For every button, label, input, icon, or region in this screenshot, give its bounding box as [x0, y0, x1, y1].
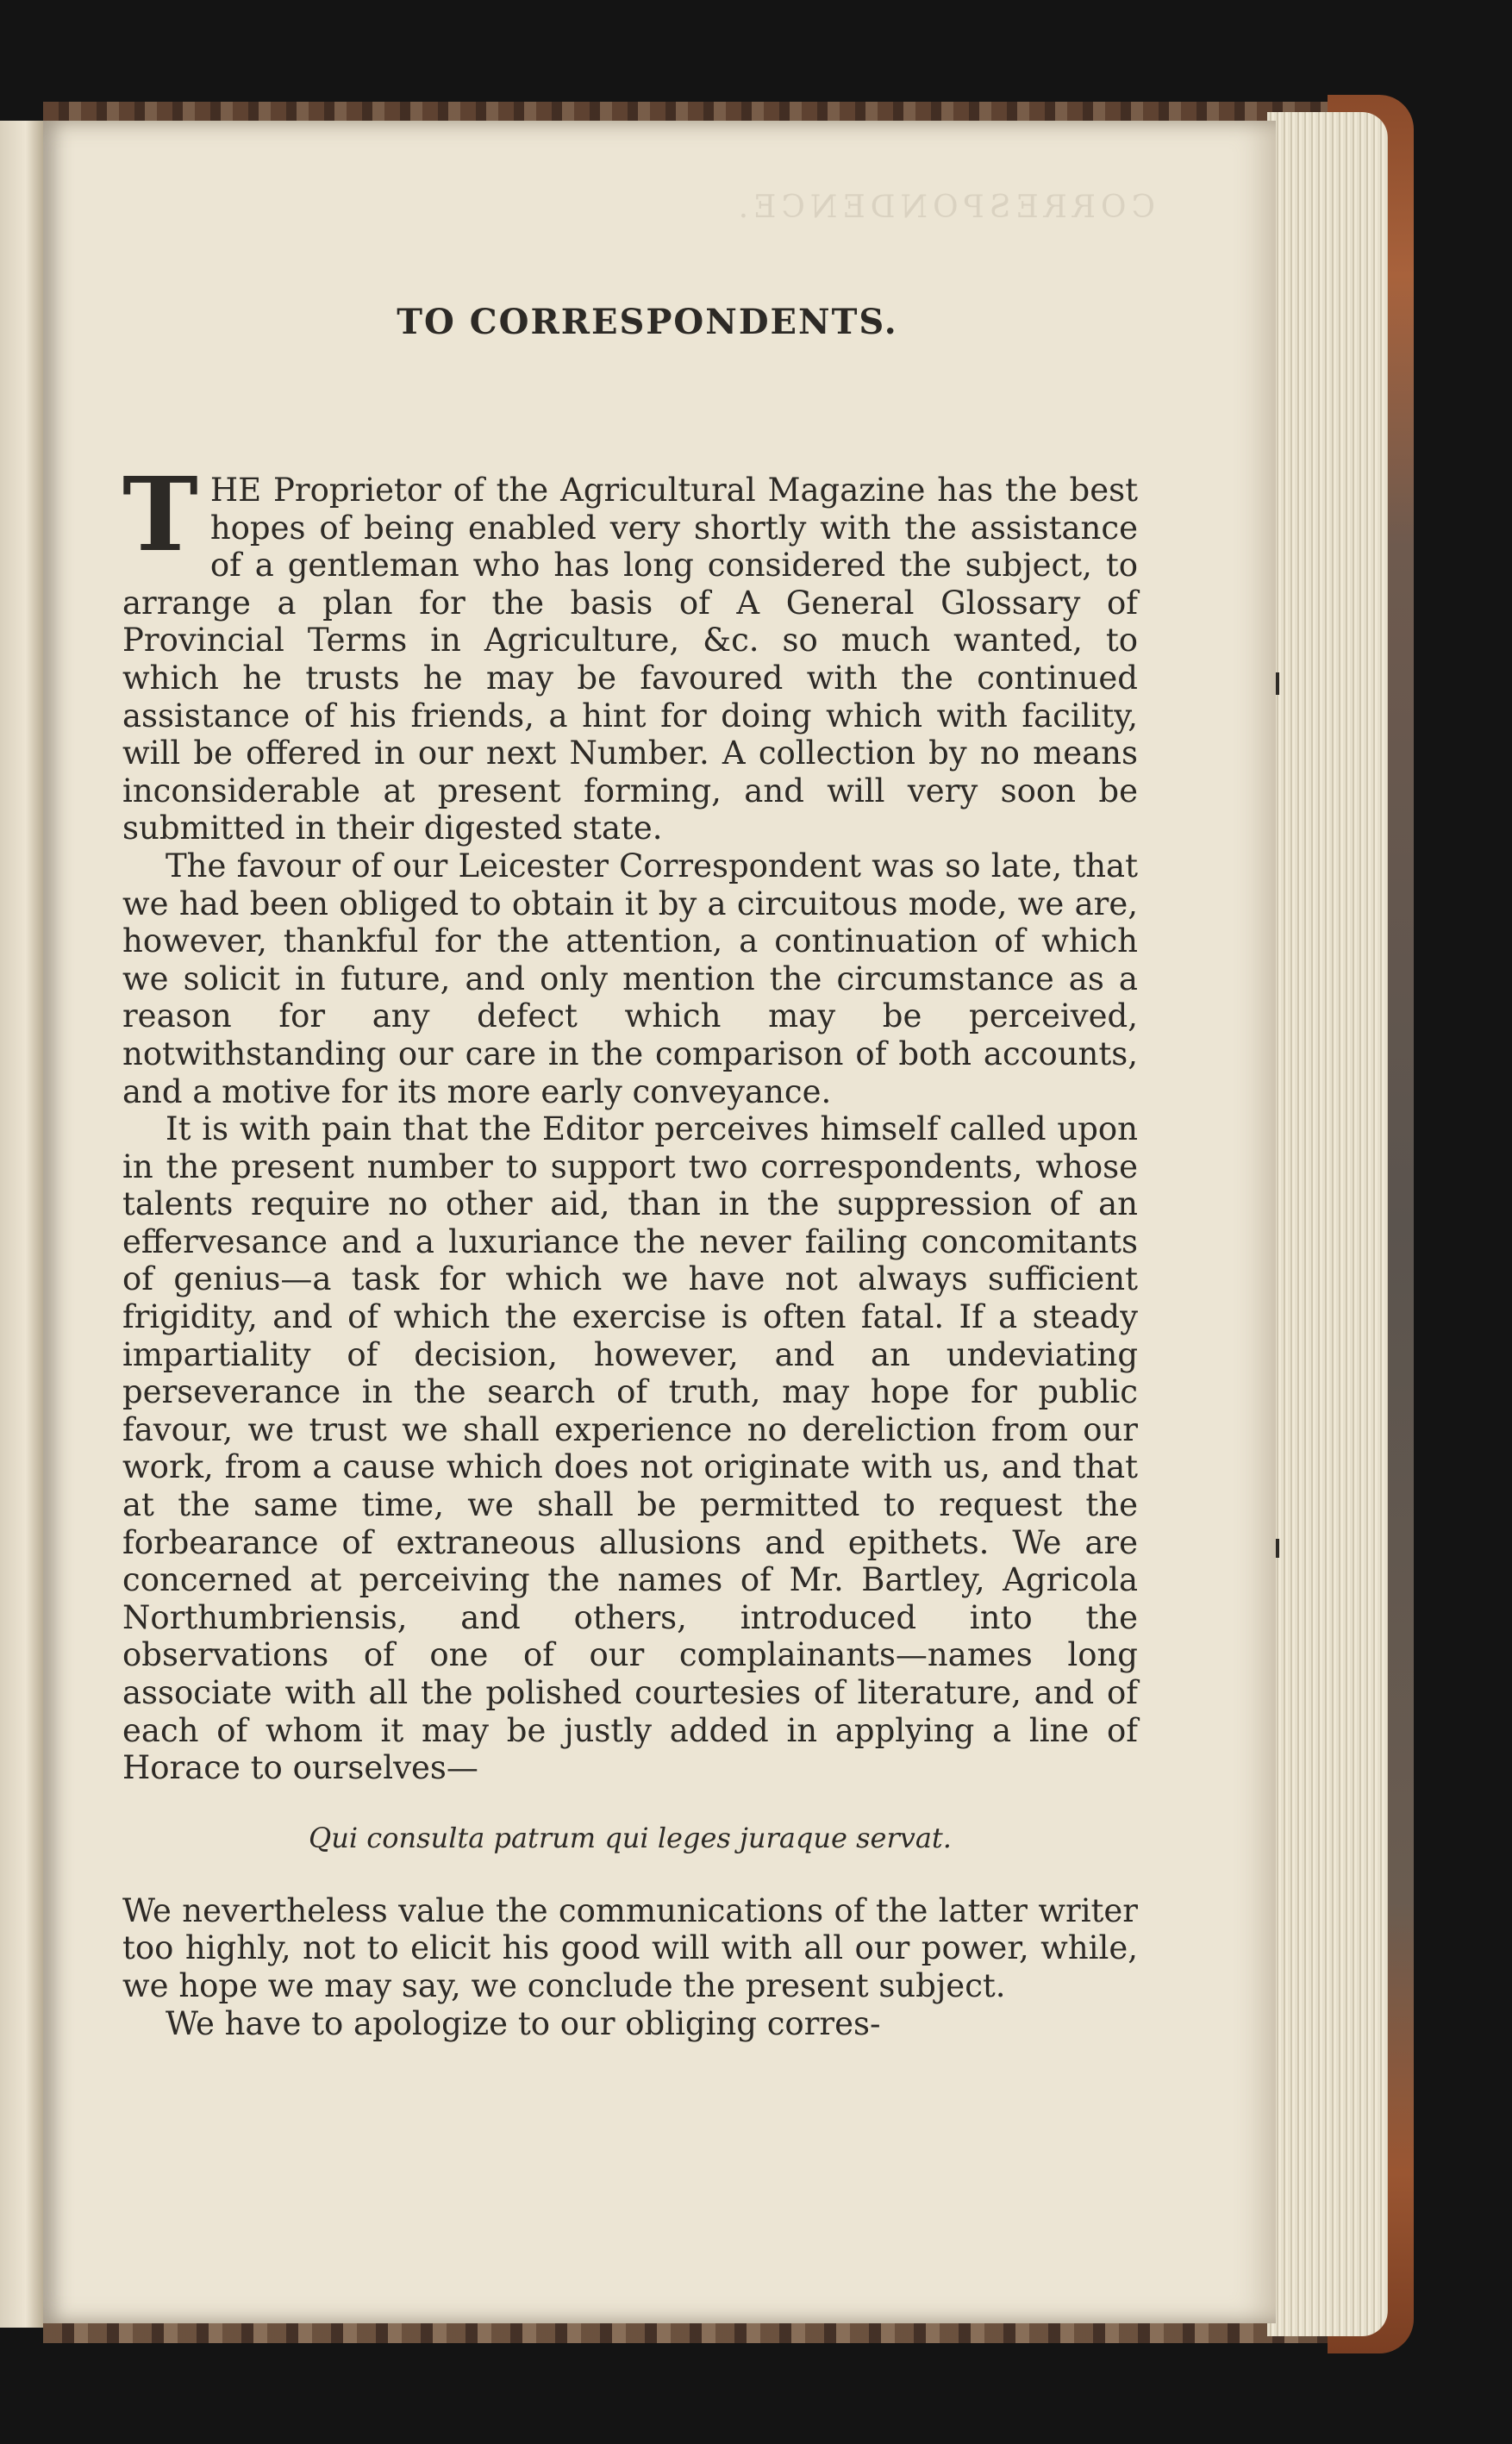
paragraph-1-text: HE Proprietor of the Agricultural Magazine has the best hopes of being enabled very shortly with the assistance of a gentleman who has long considered the subject, to arrange a plan for the basis of A General Glossary of Provincial Terms in Agriculture, &c. so much wanted, to which he trusts he may be favoured with the continued assistance of his friends, a hint for doing which with facility, will be offered in our next Number. A collection by no means inconsiderable at present forming, and will very soon be submitted in their digested state.	[122, 472, 1138, 847]
paragraph-3: It is with pain that the Editor perceives himself called upon in the present number to support two correspondents, whose talents require no other aid, than in the suppression of an effervesance and a luxuriance the never failing concomitants of genius—a task for which we have not always sufficient frigidity, and of which the exercise is often fatal. If a steady impartiality of decision, however, and an undeviating perseverance in the search of truth, may hope for public favour, we trust we shall experience no dereliction from our work, from a cause which does not originate with us, and that at the same time, we shall be permitted to request the forbearance of extraneous allusions and epithets. We are concerned at perceiving the names of Mr. Bartley, Agricola Northumbriensis, and others, introduced into the observations of one of our complainants—names long associate with all the polished courtesies of literature, and of each of whom it may be justly added in applying a line of Horace to ourselves—	[122, 1110, 1138, 1787]
page-title: TO CORRESPONDENTS.	[397, 302, 898, 342]
drop-cap: T	[122, 454, 198, 574]
page-content	[122, 302, 1138, 2042]
horace-quote: Qui consulta patrum qui leges juraque servat.	[309, 1821, 952, 1854]
book-page	[43, 121, 1276, 2323]
edge-mark	[1276, 672, 1279, 695]
edge-mark	[1276, 1539, 1279, 1558]
paragraph-1	[122, 454, 1138, 847]
bleed-through-heading: CORRESPONDENCE.	[733, 190, 1155, 225]
paragraph-2: The favour of our Leicester Correspondent was so late, that we had been obliged to obtain it by a circuitous mode, we are, however, thankful for the attention, a continuation of which we solicit in future, and only mention the circumstance as a reason for any defect which may be perceived, notwithstanding our care in the comparison of both accounts, and a motive for its more early conveyance.	[122, 847, 1138, 1110]
facing-page-edge	[0, 121, 43, 2328]
page-stack-edge	[1267, 112, 1388, 2336]
paragraph-4: We nevertheless value the communications of the latter writer too highly, not to elicit his good will with all our power, while, we hope we may say, we conclude the present subject.	[122, 1891, 1138, 2004]
paragraph-5: We have to apologize to our obliging corres-	[166, 2004, 881, 2042]
